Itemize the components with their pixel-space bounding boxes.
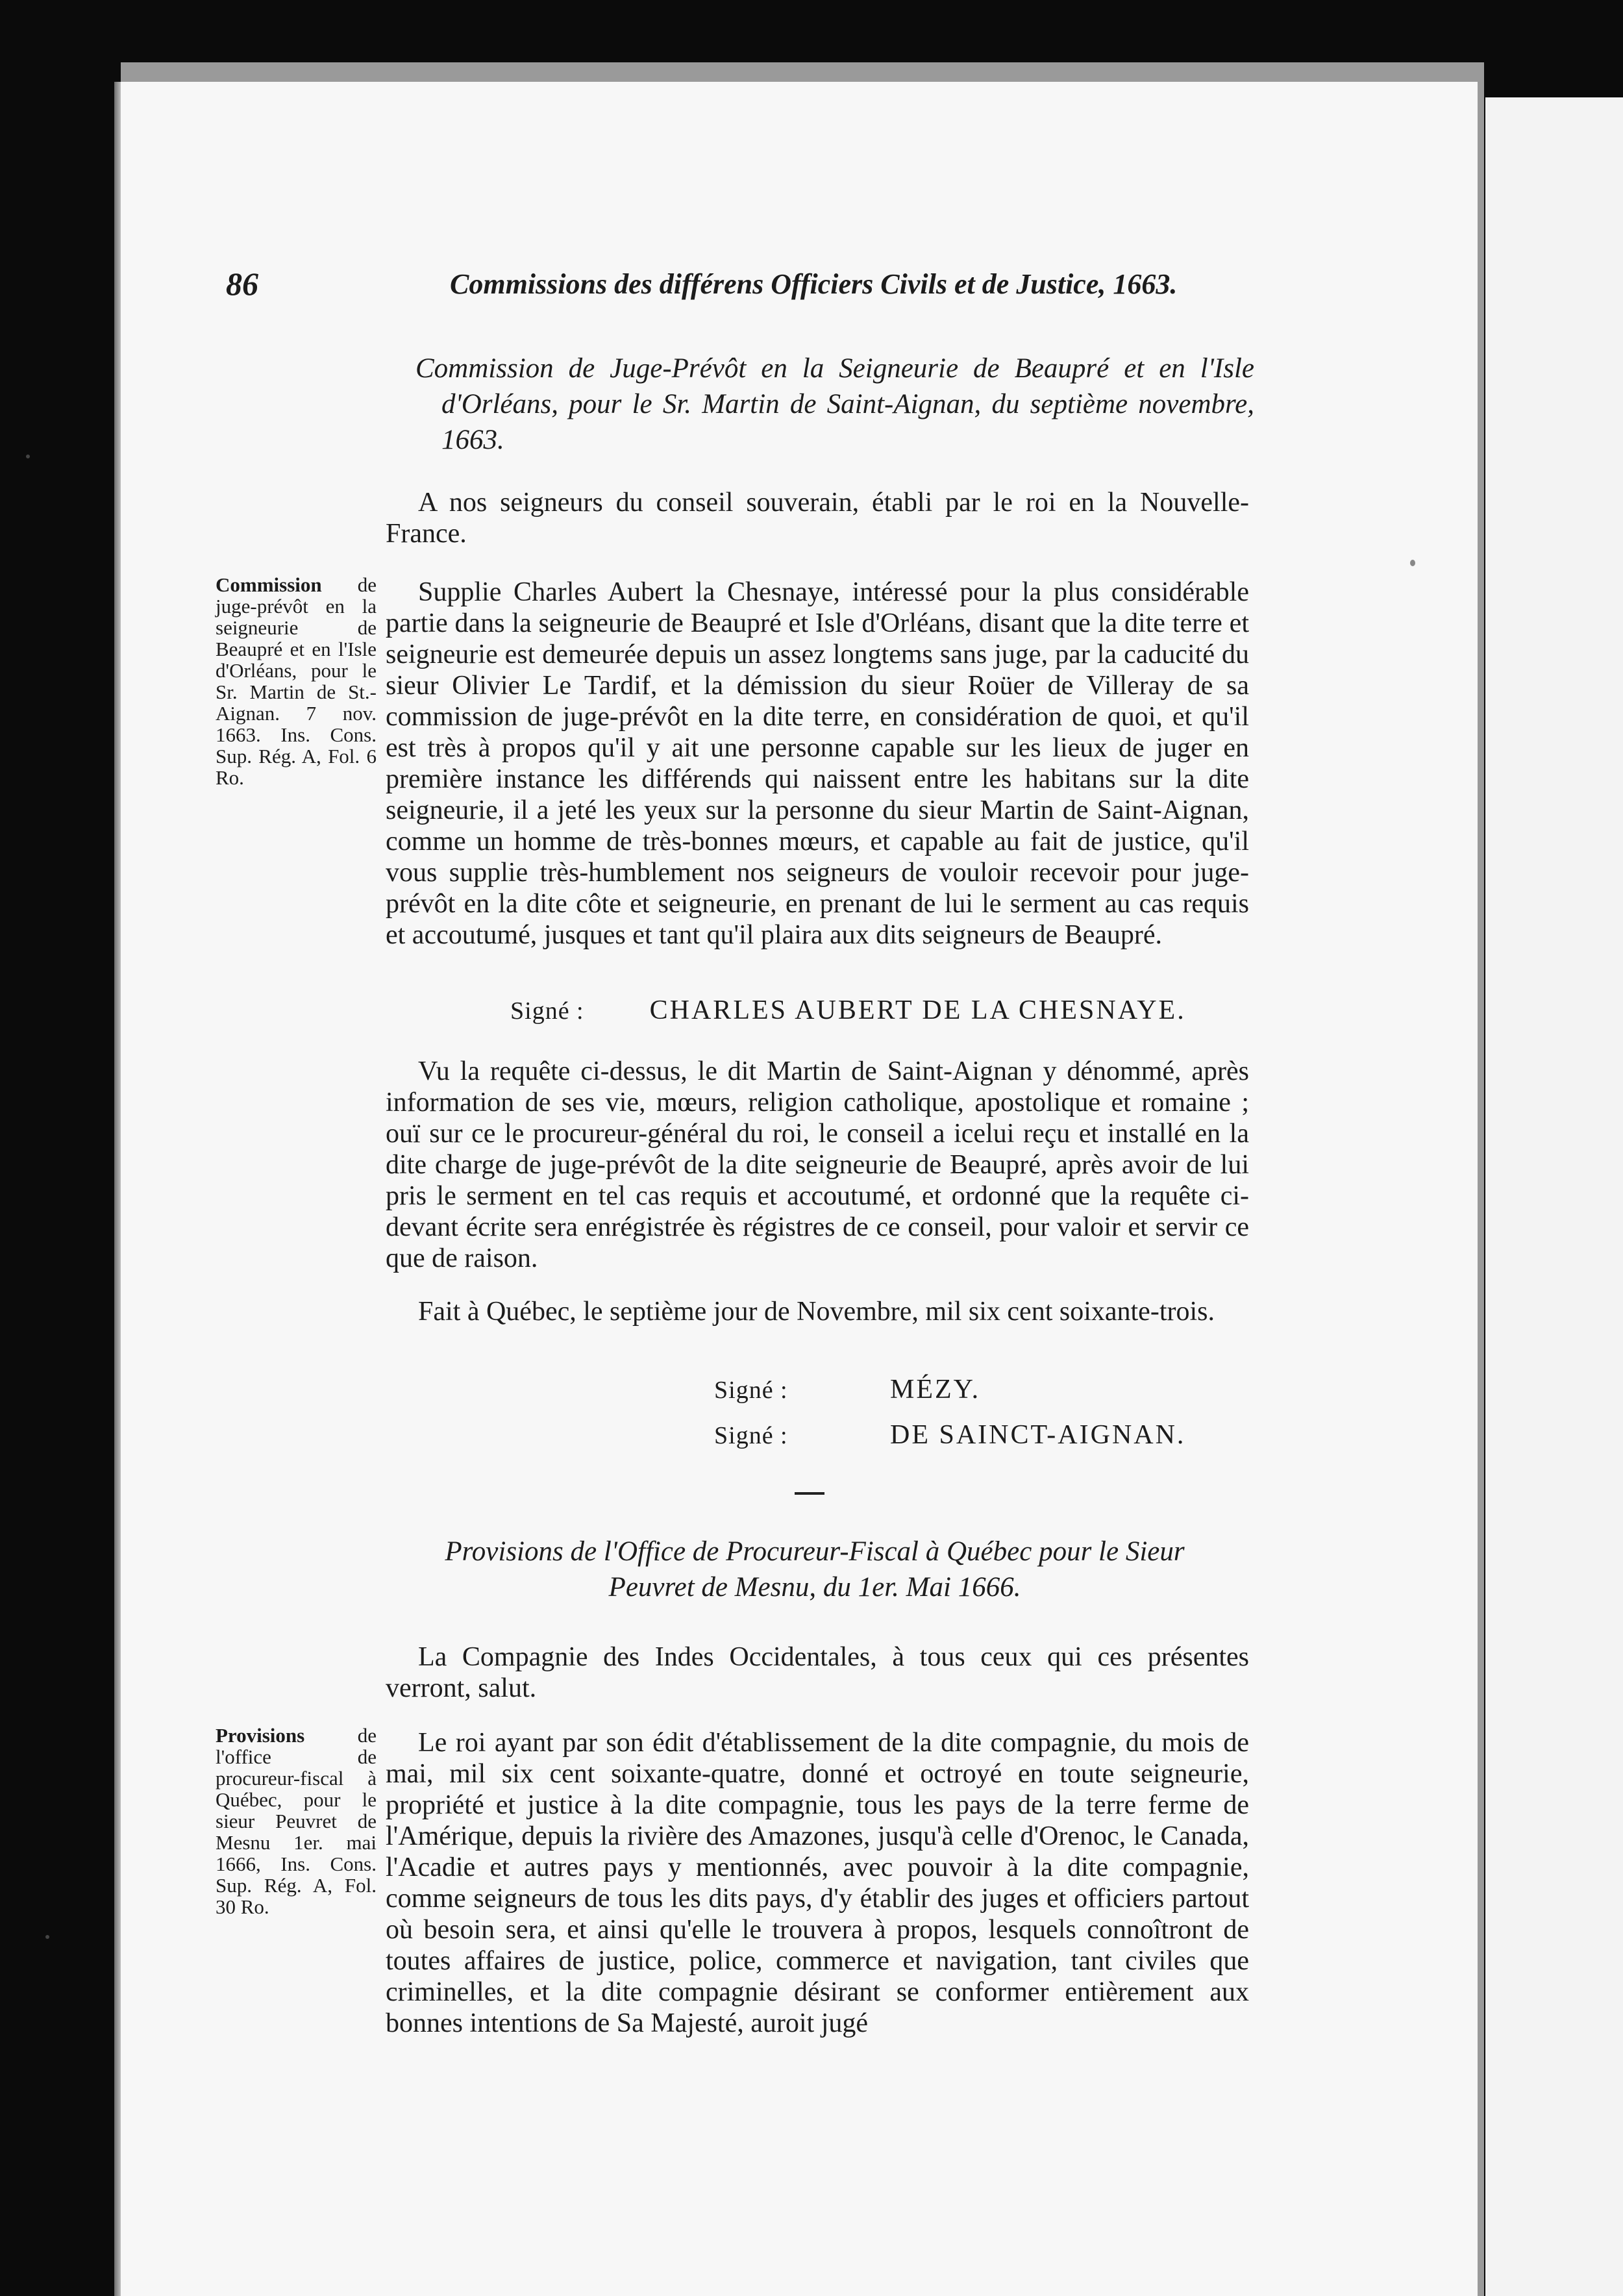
section-divider [795, 1492, 824, 1495]
section1-decision: Vu la requête ci-dessus, le dit Martin de Saint-Aignan y dénommé, après information de ses vie, mœurs, religion catholique, apostolique et romaine ; ouï sur ce le procureur-général du roi, le conseil a icelui reçu et installé en la dite charge de juge-prévôt de la dite seigneurie de Beaupré, après avoir de lui pris le serment en tel cas requis et accoutumé, et ordonné que la requête ci-devant écrite sera enrégistrée ès régistres de ce conseil, pour valoir et servir ce que de raison. [386, 1056, 1249, 1273]
signature-label: Signé : [714, 1422, 788, 1449]
section2-heading-block [377, 1534, 1253, 1605]
signature-label: Signé : [714, 1377, 788, 1404]
page-number: 86 [226, 266, 258, 302]
section1-dated-block [386, 1296, 1249, 1327]
section2-heading-line2: Peuvret de Mesnu, du 1er. Mai 1666. [608, 1572, 1021, 1603]
scan-fleck [26, 455, 30, 458]
running-title: Commissions des différens Officiers Civils et de Justice, 1663. [450, 268, 1178, 300]
signature-chesnaye [510, 995, 1186, 1026]
section2-greeting: La Compagnie des Indes Occidentales, à tous ceux qui ces présentes verront, salut. [386, 1642, 1249, 1703]
adjacent-page-edge [1485, 97, 1623, 2296]
margin-note-provisions [216, 1725, 377, 1917]
section1-dated: Fait à Québec, le septième jour de Novembre, mil six cent soixante-trois. [418, 1297, 1215, 1327]
margin-note-provisions-title: Provisions [216, 1724, 305, 1747]
scan-fleck [1410, 560, 1415, 566]
margin-note-commission-title: Commission [216, 573, 322, 596]
signature-label: Signé : [510, 997, 584, 1025]
signature-name: CHARLES AUBERT DE LA CHESNAYE. [649, 995, 1186, 1025]
signature-name: MÉZY. [890, 1375, 981, 1404]
margin-note-commission [216, 574, 377, 788]
page-binding-edge [114, 82, 121, 2296]
section1-address: A nos seigneurs du conseil souverain, établi par le roi en la Nouvelle-France. [386, 488, 1249, 549]
section1-heading: Commission de Juge-Prévôt en la Seigneurie de Beaupré et en l'Isle d'Orléans, pour le Sr. Martin de Saint-Aignan, du septième novembre, 1663. [415, 353, 1254, 455]
section2-body: Le roi ayant par son édit d'établissement de la dite compagnie, du mois de mai, mil six cent soixante-quatre, donné et octroyé en toute seigneurie, propriété et justice à la dite compagnie, tous les pays de la terre ferme de l'Amérique, depuis la rivière des Amazones, jusqu'à celle d'Orenoc, le Canada, l'Acadie et autres pays y mentionnés, avec pouvoir à la dite compagnie, comme seigneurs de tous les dits pays, d'y établir des juges et officiers partout où besoin sera, et ainsi qu'elle le trouvera à propos, lesquels connoîtront de toutes affaires de justice, police, commerce et navigation, tant civiles que criminelles, et la dite compagnie désirant se conformer entièrement aux bonnes intentions de Sa Majesté, auroit jugé [386, 1728, 1249, 2038]
running-head [226, 265, 1206, 304]
section1-petition-block [386, 577, 1249, 951]
section1-decision-block [386, 1056, 1249, 1274]
margin-note-commission-text: de juge-prévôt en la seigneurie de Beaupré et en l'Isle d'Orléans, pour le Sr. Martin de St.-Aignan. 7 nov. 1663. Ins. Cons. Sup. Rég. A, Fol. 6 Ro. [216, 573, 377, 789]
section1-address-block [386, 487, 1249, 549]
margin-note-provisions-text: de l'office de procureur-fiscal à Québec, pour le sieur Peuvret de Mesnu 1er. mai 1666, Ins. Cons. Sup. Rég. A, Fol. 30 Ro. [216, 1724, 377, 1918]
scan-fleck [45, 1935, 49, 1939]
section2-heading-line1: Provisions de l'Office de Procureur-Fiscal à Québec pour le Sieur [445, 1536, 1185, 1567]
section1-petition: Supplie Charles Aubert la Chesnaye, intéressé pour la plus considérable partie dans la seigneurie de Beaupré et Isle d'Orléans, disant que la dite terre et seigneurie est demeurée depuis un assez longtems sans juge, par la caducité du sieur Olivier Le Tardif, et la démission du sieur Roüer de Villeray de sa commission de juge-prévôt en la dite terre, en considération de quoi, et qu'il est très à propos qu'il y ait une personne capable sur les lieux de juger en première instance les différends qui naissent entre les habitans sur la dite seigneurie, il a jeté les yeux sur la personne du sieur Martin de Saint-Aignan, comme un homme de très-bonnes mœurs, et capable au fait de justice, qu'il vous supplie très-humblement nos seigneurs de vouloir recevoir pour juge-prévôt en la dite côte et seigneurie, en prenant de lui le serment au cas requis et accoutumé, jusques et tant qu'il plaira aux dits seigneurs de Beaupré. [386, 577, 1249, 950]
signature-name: DE SAINCT-AIGNAN. [890, 1420, 1186, 1450]
signature-mezy [714, 1374, 980, 1405]
section2-body-block [386, 1727, 1249, 2039]
signature-saint-aignan [714, 1419, 1185, 1451]
section2-greeting-block [386, 1641, 1249, 1704]
section1-heading-block [415, 351, 1254, 458]
